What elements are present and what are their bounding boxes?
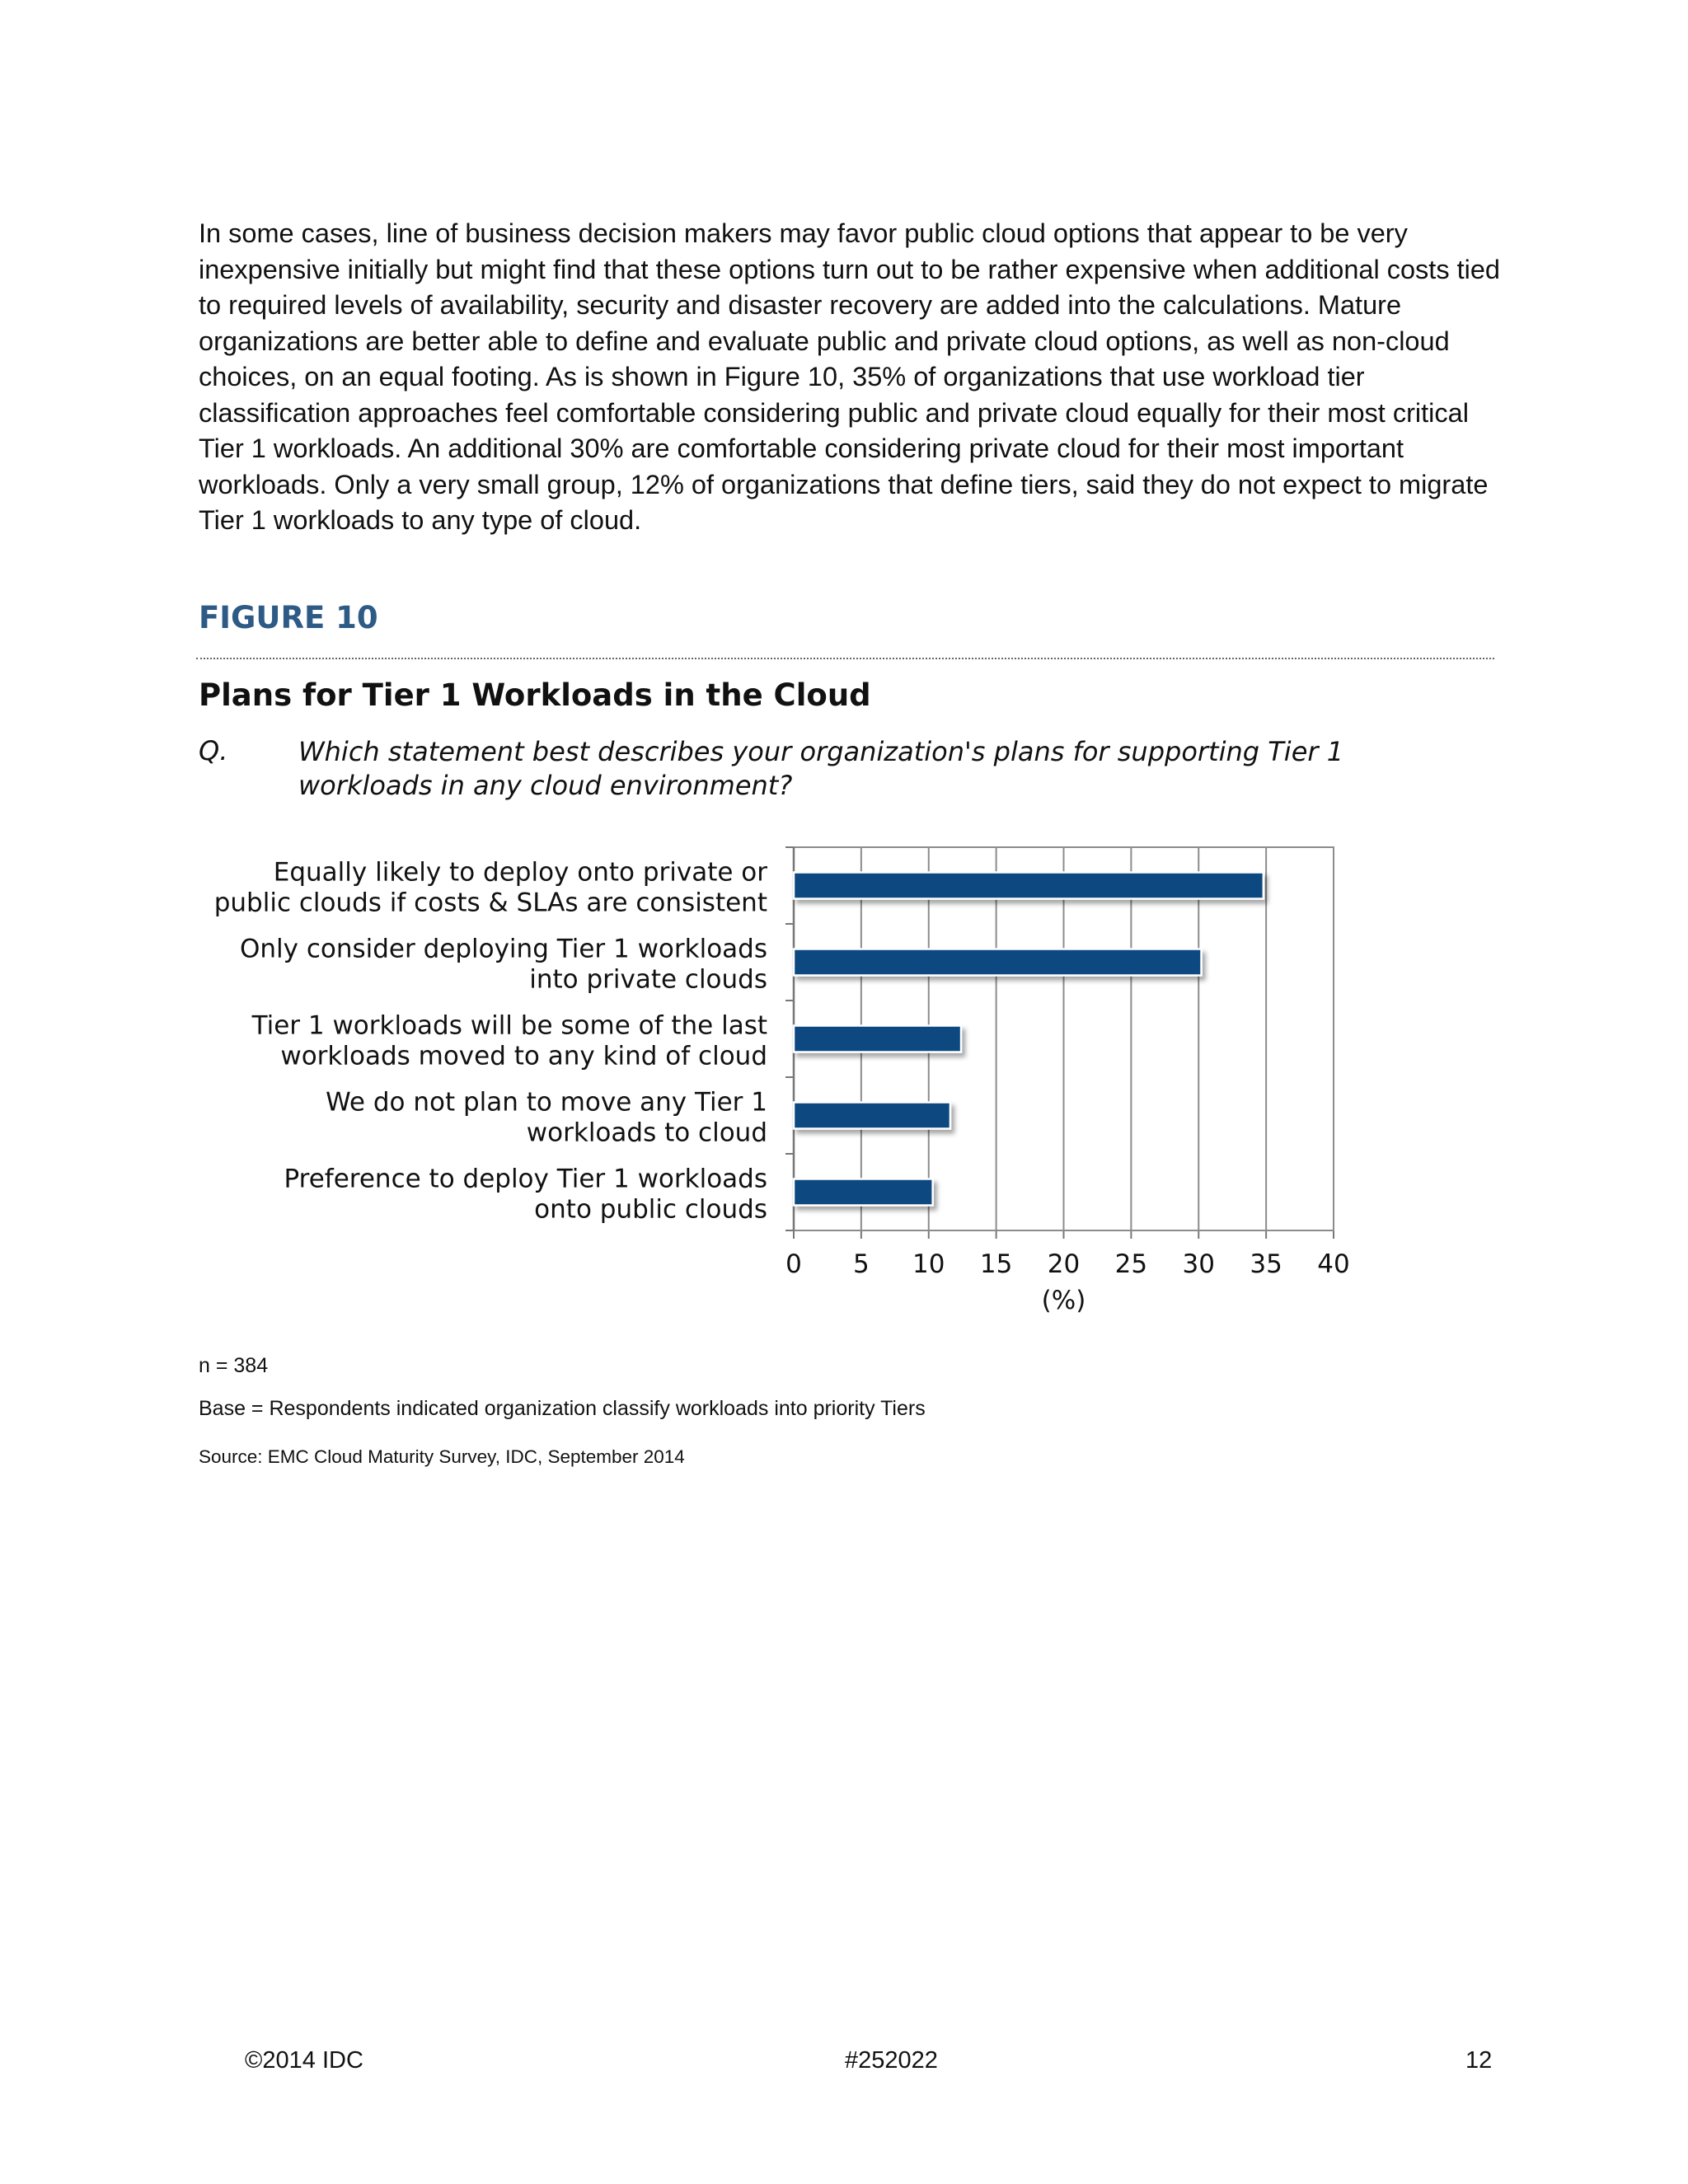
x-tick-label: 30 [1182,1249,1215,1279]
x-tick-label: 5 [853,1249,870,1279]
figure-title: Plans for Tier 1 Workloads in the Cloud [199,677,871,713]
body-paragraph: In some cases, line of business decision makers may favor public cloud options that appear to be very inexpensive initially but might find that these options turn out to be rather expensive when additional costs tied to required levels of availability, security and disaster recovery are added into the calculations. Mature organizations are better able to define and evaluate public and private cloud options, as well as non-cloud choices, on an equal footing. As is shown in Figure 10, 35% of organizations that use workload tier classification approaches feel comfortable considering public and private cloud equally for their most critical Tier 1 workloads. An additional 30% are comfortable considering private cloud for their most important workloads. Only a very small group, 12% of organizations that define tiers, said they do not expect to migrate Tier 1 workloads to any type of cloud. [199,218,1501,535]
bar [794,949,1202,976]
category-label: Preference to deploy Tier 1 workloads onto public clouds [284,1164,767,1225]
question-text: Which statement best describes your organization's plans for supporting Tier 1 workloads in any cloud environment? [298,736,1344,801]
category-label: Only consider deploying Tier 1 workloads into private clouds [239,934,767,995]
footer-doc-number: #252022 [845,2047,938,2074]
x-tick-label: 0 [785,1249,802,1279]
bar [794,1103,950,1129]
category-label: We do not plan to move any Tier 1 workloads to cloud [326,1087,767,1148]
x-tick-label: 35 [1250,1249,1282,1279]
figure-label: FIGURE 10 [199,600,378,635]
question-label: Q. [199,735,228,766]
bar [794,1179,933,1206]
x-tick-label: 25 [1114,1249,1148,1279]
bar [794,1026,961,1052]
x-axis-title: (%) [1041,1286,1086,1315]
x-tick-label: 40 [1317,1249,1350,1279]
base-note: Base = Respondents indicated organization classify workloads into priority Tiers [199,1397,926,1420]
sample-size-note: n = 384 [199,1354,269,1377]
x-tick-label: 10 [912,1249,945,1279]
footer-copyright: ©2014 IDC [245,2047,363,2074]
category-label: Equally likely to deploy onto private or public clouds if costs & SLAs are consistent [213,857,767,918]
x-tick-label: 15 [979,1249,1013,1279]
bar [794,873,1264,899]
x-tick-label: 20 [1047,1249,1081,1279]
source-note: Source: EMC Cloud Maturity Survey, IDC, September 2014 [199,1446,685,1467]
category-label: Tier 1 workloads will be some of the last workloads moved to any kind of cloud [251,1010,767,1071]
footer-page-number: 12 [1465,2047,1493,2074]
